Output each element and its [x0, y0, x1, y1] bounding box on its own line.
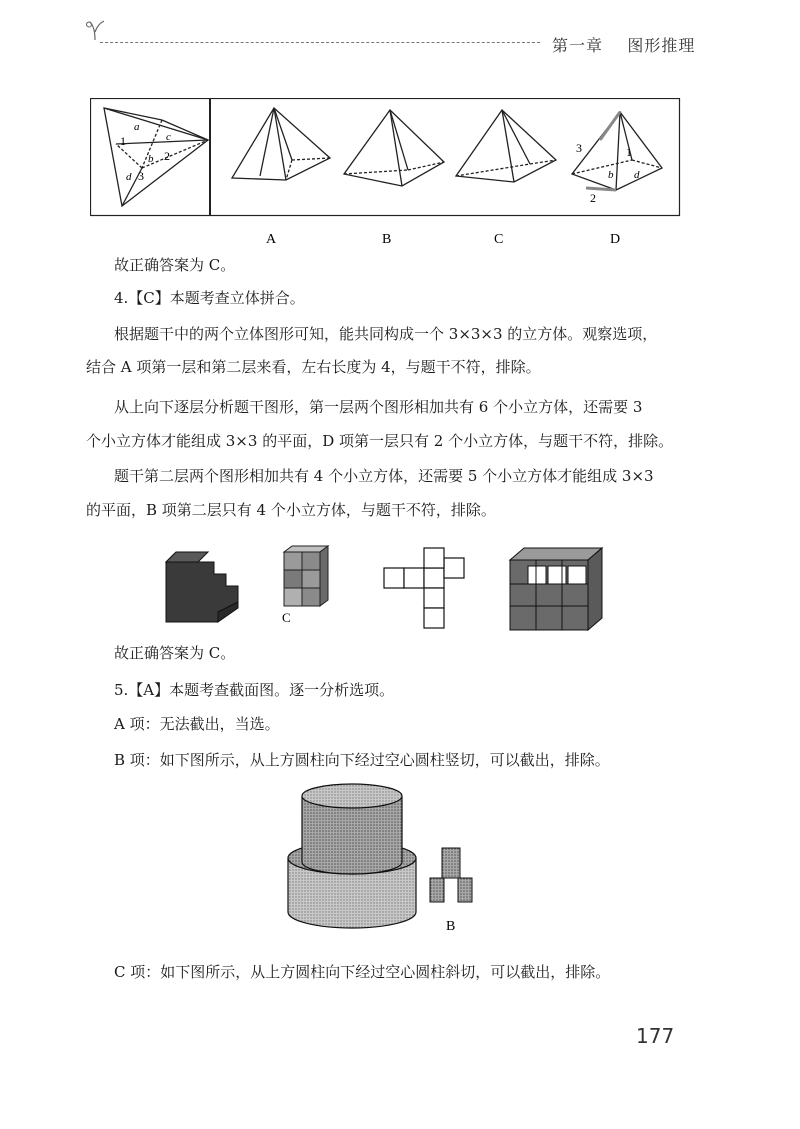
option-a-analysis: A 项：无法截出，当选。: [114, 715, 280, 733]
option-c-pyramid: [456, 110, 556, 182]
figure-cube-assembly: [158, 540, 618, 640]
question-4-heading: 4.【C】本题考查立体拼合。: [114, 289, 305, 307]
option-d-label-b: b: [608, 169, 614, 181]
option-d-pyramid: [572, 112, 662, 190]
stem-label-1: 1: [120, 134, 126, 148]
option-b-label: B: [382, 232, 392, 247]
answer-line-1: 故正确答案为 C。: [114, 256, 236, 274]
option-a-pyramid: [232, 108, 330, 180]
header-chapter: 第一章: [552, 36, 604, 55]
q4-paragraph-1b: 结合 A 项第一层和第二层来看，左右长度为 4，与题干不符，排除。: [86, 358, 541, 376]
q4-paragraph-2a: 从上向下逐层分析题干图形，第一层两个图形相加共有 6 个小立方体，还需要 3: [114, 398, 643, 416]
header-section: 图形推理: [627, 36, 696, 55]
page-number: 177: [636, 1024, 675, 1048]
stem-label-a: a: [134, 121, 140, 133]
grey-pieces: [284, 546, 328, 606]
stem-label-b: b: [148, 153, 154, 165]
stem-label-3: 3: [138, 169, 144, 183]
question-5-heading: 5.【A】本题考查截面图。逐一分析选项。: [114, 681, 395, 699]
option-c-label: C: [494, 232, 504, 247]
white-cubes: [384, 548, 464, 628]
q4-paragraph-2b: 个小立方体才能组成 3×3 的平面，D 项第一层只有 2 个小立方体，与题干不符，排除。: [86, 432, 674, 450]
option-b-analysis: B 项：如下图所示，从上方圆柱向下经过空心圆柱竖切，可以截出，排除。: [114, 751, 610, 769]
option-d-label-1: 1: [626, 145, 632, 159]
q4-paragraph-1a: 根据题干中的两个立体图形可知，能共同构成一个 3×3×3 的立方体。观察选项，: [114, 325, 658, 343]
stem-net: [104, 108, 208, 206]
stem-label-d: d: [126, 171, 132, 183]
option-a-label: A: [266, 232, 277, 247]
stem-label-c: c: [166, 131, 171, 143]
q4-paragraph-3a: 题干第二层两个图形相加共有 4 个小立方体，还需要 5 个小立方体才能组成 3×3: [114, 467, 654, 485]
upper-cylinder: [302, 784, 402, 874]
header-leaf-icon: [84, 16, 106, 42]
figure-cylinder-section: [280, 782, 500, 938]
figure-pyramid-options: [90, 98, 690, 248]
dark-solid: [166, 552, 238, 622]
option-d-label-2: 2: [590, 191, 596, 205]
running-header: [552, 33, 695, 56]
q4-paragraph-3b: 的平面，B 项第二层只有 4 个小立方体，与题干不符，排除。: [86, 501, 496, 519]
answer-line-2: 故正确答案为 C。: [114, 644, 236, 662]
cross-section-b: [430, 848, 472, 902]
option-d-label-3: 3: [576, 141, 582, 155]
option-d-label-d: d: [634, 169, 640, 181]
option-b-pyramid: [344, 110, 444, 186]
option-d-label: D: [610, 232, 621, 247]
header-rule: [100, 42, 540, 43]
assembled-cube: [510, 548, 602, 630]
stem-label-2: 2: [164, 149, 170, 163]
figure3-label: B: [446, 919, 456, 934]
figure2-label: C: [282, 610, 291, 625]
option-c-analysis: C 项：如下图所示，从上方圆柱向下经过空心圆柱斜切，可以截出，排除。: [114, 963, 611, 981]
